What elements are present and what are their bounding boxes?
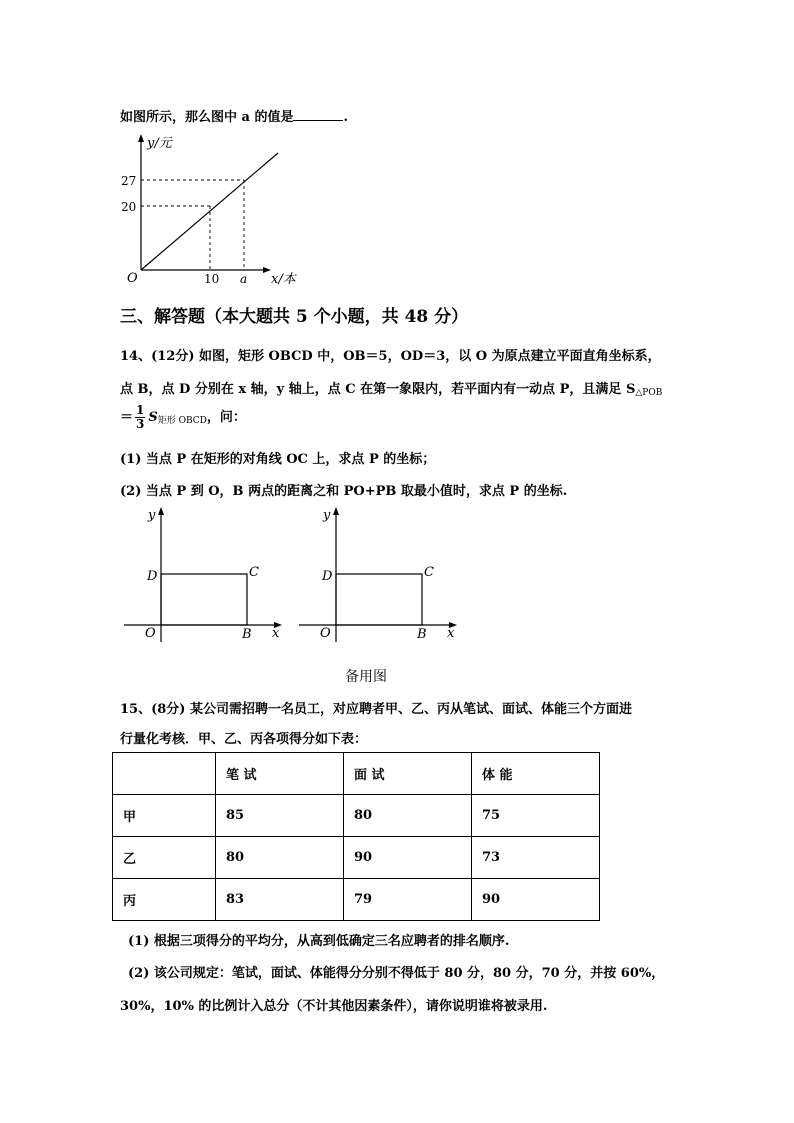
- table-row: [113, 879, 600, 921]
- table-header-cell: 笔 试: [216, 753, 344, 795]
- rectangle-OBCD: [336, 574, 422, 625]
- q15-line1: 15、(8分) 某公司需招聘一名员工，对应聘者甲、乙、丙从笔试、面试、体能三个方面进: [120, 702, 632, 717]
- rect-figure-1: [120, 505, 290, 645]
- frac-num: 1: [136, 403, 145, 417]
- label-D: D: [147, 569, 158, 584]
- x-tick-a: a: [240, 272, 248, 286]
- figure-caption: 备用图: [345, 669, 387, 685]
- y-axis-label: y/元: [147, 136, 172, 151]
- table-cell: 乙: [113, 837, 216, 879]
- frac-den: 3: [136, 417, 145, 431]
- label-D: D: [322, 569, 333, 584]
- table-cell: 85: [216, 795, 344, 837]
- q15-sub1: (1) 根据三项得分的平均分，从高到低确定三名应聘者的排名顺序.: [128, 934, 510, 949]
- table-header-cell: 体 能: [472, 753, 600, 795]
- q14-eq: ＝: [120, 410, 134, 425]
- function-line: [141, 153, 278, 270]
- q14-line2-sub: △POB: [635, 388, 663, 398]
- q14-line2: [120, 378, 662, 398]
- table-cell: 甲: [113, 795, 216, 837]
- table-row: [113, 795, 600, 837]
- q14-line1: 14、(12分) 如图，矩形 OBCD 中，OB＝5，OD＝3，以 O 为原点建立平面直角坐标系，: [120, 349, 661, 364]
- label-B: B: [242, 627, 252, 642]
- y-tick-20: 20: [121, 200, 137, 214]
- y-tick-27: 27: [121, 174, 137, 188]
- label-O: O: [320, 626, 331, 641]
- line-graph: [115, 130, 315, 295]
- table-cell: 73: [472, 837, 600, 879]
- table-cell: 90: [344, 837, 472, 879]
- x-tick-10: 10: [204, 272, 220, 286]
- q13-text: 如图所示，那么图中 a 的值是: [120, 110, 294, 125]
- rect-figure-2: [295, 505, 465, 645]
- label-C: C: [424, 565, 434, 580]
- x-label: x: [272, 626, 280, 641]
- table-cell: 80: [216, 837, 344, 879]
- q15-sub2: (2) 该公司规定：笔试，面试、体能得分分别不得低于 80 分，80 分，70 分，并按 60%，: [128, 966, 665, 981]
- table-cell: 79: [344, 879, 472, 921]
- label-C: C: [249, 565, 259, 580]
- q15-line2: 行量化考核．甲、乙、丙各项得分如下表：: [120, 732, 368, 747]
- q14-sub1: (1) 当点 P 在矩形的对角线 OC 上，求点 P 的坐标；: [120, 452, 436, 467]
- table-cell: 75: [472, 795, 600, 837]
- label-O: O: [145, 626, 156, 641]
- table-cell: 90: [472, 879, 600, 921]
- q14-tail: ，问：: [206, 410, 246, 425]
- q15-sub2b: 30%，10% 的比例计入总分（不计其他因素条件），请你说明谁将被录用.: [120, 999, 548, 1014]
- q13-period: .: [343, 110, 349, 125]
- section-heading: 三、解答题（本大题共 5 个小题，共 48 分）: [120, 307, 469, 327]
- answer-blank: [293, 108, 343, 121]
- table-row: [113, 837, 600, 879]
- q14-sub2: (2) 当点 P 到 O，B 两点的距离之和 PO+PB 取最小值时，求点 P 的坐标.: [120, 484, 568, 499]
- y-axis-arrow: [333, 507, 339, 515]
- score-table: [112, 752, 600, 921]
- y-label: y: [323, 508, 331, 523]
- y-label: y: [148, 508, 156, 523]
- q14-line3: [120, 404, 246, 431]
- q14-line2-text: 点 B，点 D 分别在 x 轴，y 轴上，点 C 在第一象限内，若平面内有一动点 P，且满足 S: [120, 382, 636, 397]
- x-label: x: [447, 626, 455, 641]
- q13-line: [120, 106, 348, 125]
- table-cell: 80: [344, 795, 472, 837]
- q14-s-sub: 矩形 OBCD: [157, 416, 207, 426]
- table-header-row: [113, 753, 600, 795]
- x-axis-arrow: [263, 267, 271, 273]
- table-header-cell: 面 试: [344, 753, 472, 795]
- label-B: B: [417, 627, 427, 642]
- q14-s: S: [148, 410, 158, 425]
- table-header-cell: [113, 753, 216, 795]
- fraction-one-third: [135, 404, 145, 431]
- y-axis-arrow: [158, 507, 164, 515]
- x-axis-label: x/本: [271, 272, 296, 287]
- table-cell: 丙: [113, 879, 216, 921]
- rectangle-OBCD: [161, 574, 247, 625]
- table-cell: 83: [216, 879, 344, 921]
- origin-label: O: [127, 271, 138, 286]
- y-axis-arrow: [138, 134, 144, 142]
